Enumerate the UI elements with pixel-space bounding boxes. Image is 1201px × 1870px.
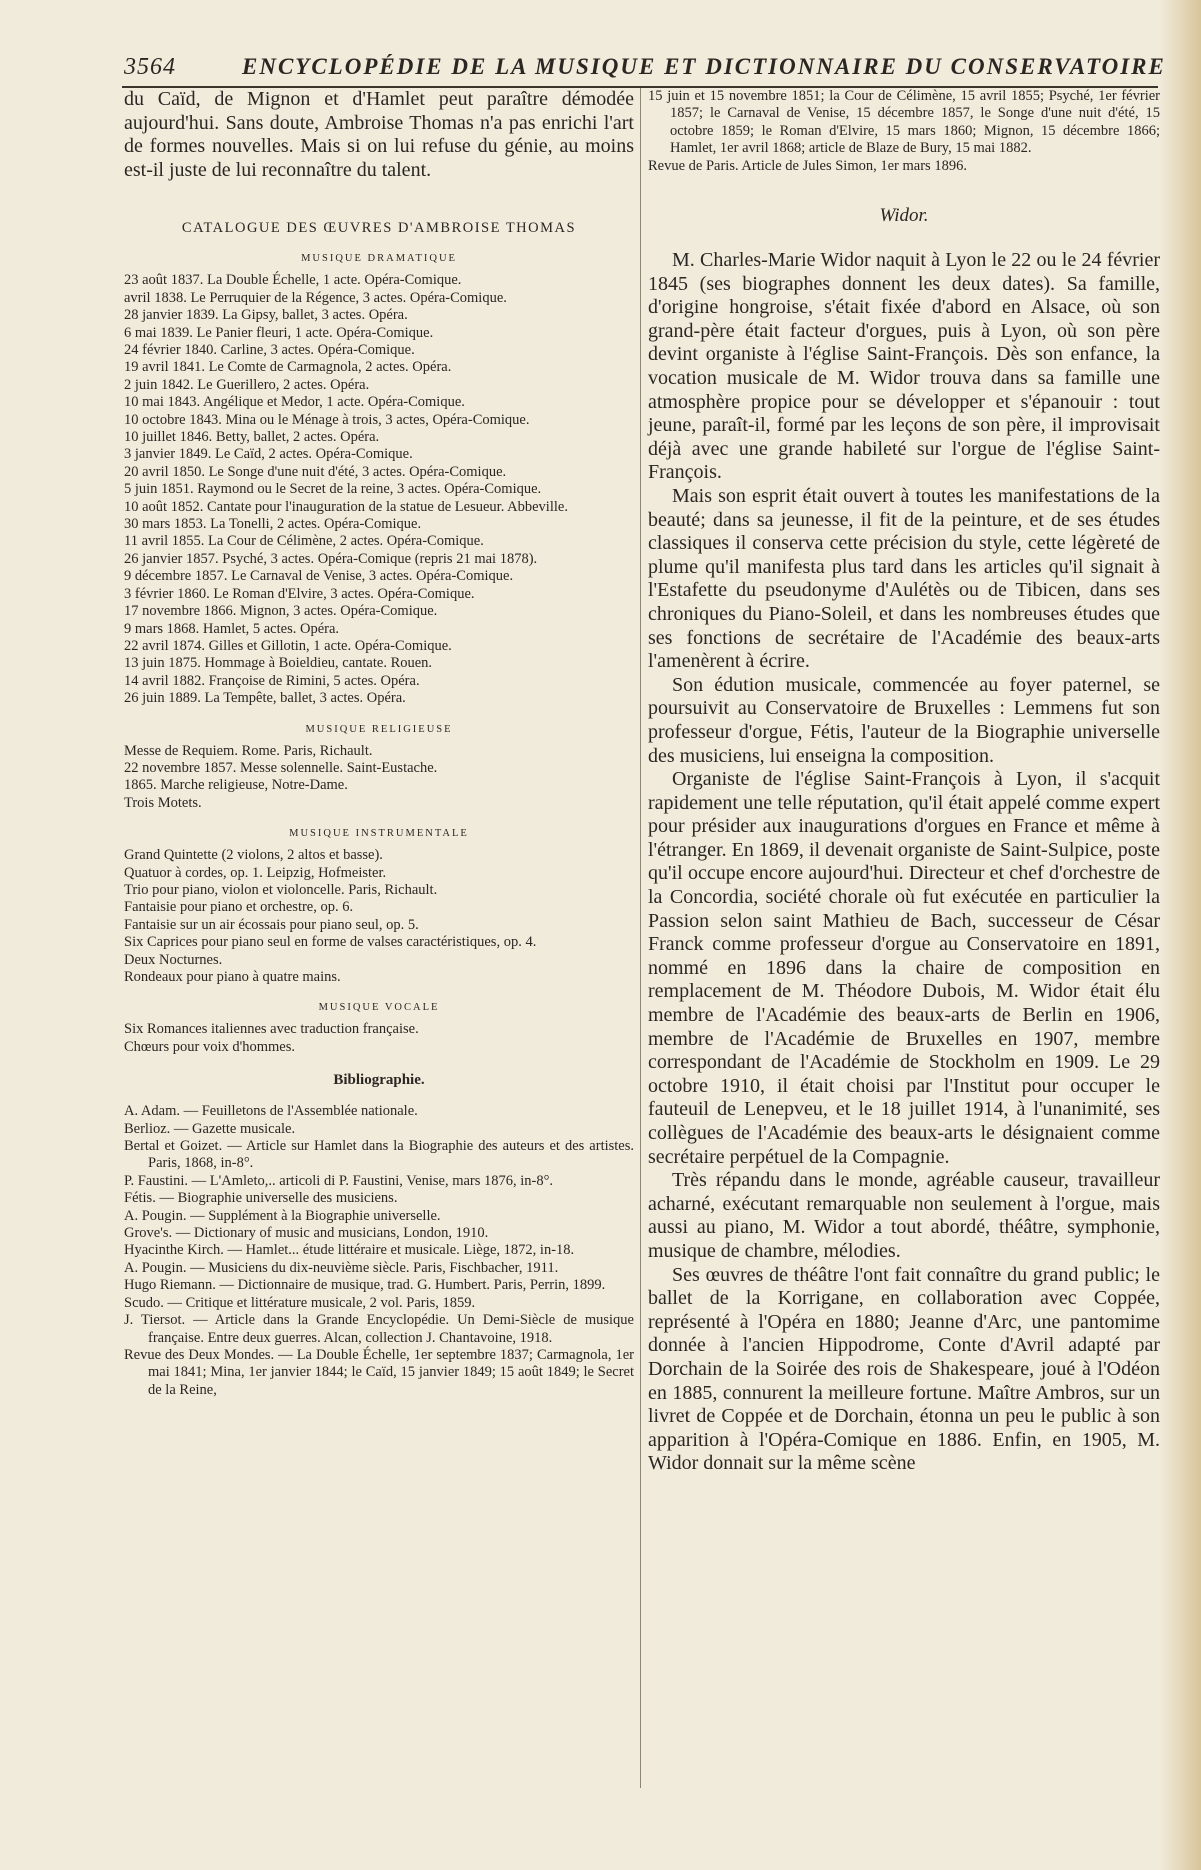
list-item: 6 mai 1839. Le Panier fleuri, 1 acte. Opéra-Comique. bbox=[124, 324, 434, 341]
list-item: avril 1838. Le Perruquier de la Régence, 3 actes. Opéra-Comique. bbox=[124, 289, 507, 306]
list-item: Six Romances italiennes avec traduction française. bbox=[124, 1021, 419, 1038]
bibliography-heading: Bibliographie. bbox=[333, 1072, 425, 1089]
widor-heading: Widor. bbox=[879, 205, 929, 227]
list-item: 10 mai 1843. Angélique et Medor, 1 acte. Opéra-Comique. bbox=[124, 394, 465, 411]
page-number: 3564 bbox=[124, 54, 176, 80]
list-item: 22 avril 1874. Gilles et Gillotin, 1 acte. Opéra-Comique. bbox=[124, 637, 452, 654]
list-item: Messe de Requiem. Rome. Paris, Richault. bbox=[124, 742, 373, 759]
bibliography-entry: Revue des Deux Mondes. — La Double Échelle, 1er septembre 1837; Carmagnola, 1er mai 1841; Mina, 1er janvier 1844; le Caïd, 15 janvier 1849; 15 août 1849; le Secret de la Reine, bbox=[124, 1346, 634, 1398]
list-item: 28 janvier 1839. La Gipsy, ballet, 3 actes. Opéra. bbox=[124, 307, 408, 324]
catalogue-title: CATALOGUE DES ŒUVRES D'AMBROISE THOMAS bbox=[181, 220, 577, 237]
instrumentale-list bbox=[124, 847, 634, 986]
vocale-list bbox=[124, 1021, 634, 1056]
list-item: 22 novembre 1857. Messe solennelle. Saint-Eustache. bbox=[124, 759, 438, 776]
bibliography-entry: A. Pougin. — Supplément à la Biographie universelle. bbox=[124, 1207, 441, 1224]
list-item: 19 avril 1841. Le Comte de Carmagnola, 2 actes. Opéra. bbox=[124, 359, 452, 376]
bibliography-entry: Hyacinthe Kirch. — Hamlet... étude littéraire et musicale. Liège, 1872, in-18. bbox=[124, 1242, 575, 1259]
section-heading-dramatique: MUSIQUE DRAMATIQUE bbox=[301, 253, 457, 265]
page-edge-shadow bbox=[1159, 0, 1201, 1870]
bibliography-entry: J. Tiersot. — Article dans la Grande Encyclopédie. Un Demi-Siècle de musique française. Entre deux guerres. Alcan, collection J. Chantavoine, 1918. bbox=[124, 1312, 634, 1346]
list-item: 9 décembre 1857. Le Carnaval de Venise, 3 actes. Opéra-Comique. bbox=[124, 568, 514, 585]
page-header bbox=[124, 50, 1164, 84]
bibliography-entry: Berlioz. — Gazette musicale. bbox=[124, 1120, 296, 1137]
body-paragraph: M. Charles-Marie Widor naquit à Lyon le 22 ou le 24 février 1845 (ses biographes donnent les deux dates). Sa famille, d'origine hongroise, s'était fixée d'abord en Alsace, où son grand-père était facteur d'orgues, puis à Lyon, où son père devint organiste à l'église Saint-François. Dès son enfance, la vocation musicale de M. Widor trouva dans sa famille une atmosphère propice pour se développer et s'épanouir : tout jeune, paraît-il, formé par les leçons de son père, il improvisait déjà avec une grande habileté sur l'orgue de l'église Saint-François. bbox=[648, 249, 1160, 484]
list-item: 17 novembre 1866. Mignon, 3 actes. Opéra-Comique. bbox=[124, 603, 438, 620]
list-item: 13 juin 1875. Hommage à Boieldieu, cantate. Rouen. bbox=[124, 655, 433, 672]
list-item: Trio pour piano, violon et violoncelle. Paris, Richault. bbox=[124, 881, 438, 898]
bibliography-continuation: 15 juin et 15 novembre 1851; la Cour de Célimène, 15 avril 1855; Psyché, 1er février 1857; le Carnaval de Venise, 15 décembre 1857, le Songe d'une nuit d'été, 15 octobre 1859; le Roman d'Elvire, 15 mars 1860; Mignon, 15 décembre 1866; Hamlet, 1er avril 1868; article de Blaze de Bury, 15 mai 1882. bbox=[648, 88, 1160, 157]
bibliography-list bbox=[124, 1103, 634, 1399]
list-item: 3 janvier 1849. Le Caïd, 2 actes. Opéra-Comique. bbox=[124, 446, 413, 463]
list-item: 3 février 1860. Le Roman d'Elvire, 3 actes. Opéra-Comique. bbox=[124, 585, 475, 602]
list-item: 23 août 1837. La Double Échelle, 1 acte. Opéra-Comique. bbox=[124, 272, 462, 289]
list-item: Fantaisie sur un air écossais pour piano seul, op. 5. bbox=[124, 916, 419, 933]
right-column bbox=[648, 88, 1160, 1476]
section-heading-instrumentale: MUSIQUE INSTRUMENTALE bbox=[289, 828, 469, 840]
religieuse-list bbox=[124, 743, 634, 813]
list-item: Deux Nocturnes. bbox=[124, 951, 223, 968]
bibliography-entry-revue-de-paris: Revue de Paris. Article de Jules Simon, 1er mars 1896. bbox=[648, 157, 967, 174]
list-item: 9 mars 1868. Hamlet, 5 actes. Opéra. bbox=[124, 620, 340, 637]
list-item: 14 avril 1882. Françoise de Rimini, 5 actes. Opéra. bbox=[124, 672, 420, 689]
body-paragraph: Son édution musicale, commencée au foyer paternel, se poursuivit au Conservatoire de Bruxelles : Lemmens fut son professeur d'orgue, Fétis, l'auteur de la Biographie universelle des musiciens, lui enseigna la composition. bbox=[648, 673, 1160, 767]
column-separator bbox=[640, 88, 641, 1788]
list-item: 20 avril 1850. Le Songe d'une nuit d'été, 3 actes. Opéra-Comique. bbox=[124, 463, 507, 480]
list-item: 30 mars 1853. La Tonelli, 2 actes. Opéra-Comique. bbox=[124, 516, 422, 533]
intro-paragraph: du Caïd, de Mignon et d'Hamlet peut paraître démodée aujourd'hui. Sans doute, Ambroise Thomas n'a pas enrichi l'art de formes nouvelles. Mais si on lui refuse du génie, au moins est-il juste de lui reconnaître du talent. bbox=[124, 88, 634, 181]
bibliography-entry: A. Adam. — Feuilletons de l'Assemblée nationale. bbox=[124, 1103, 418, 1120]
left-column bbox=[124, 88, 634, 1399]
list-item: Chœurs pour voix d'hommes. bbox=[124, 1038, 295, 1055]
bibliography-entry: Hugo Riemann. — Dictionnaire de musique, trad. G. Humbert. Paris, Perrin, 1899. bbox=[124, 1277, 606, 1294]
list-item: 10 juillet 1846. Betty, ballet, 2 actes. Opéra. bbox=[124, 429, 380, 446]
body-paragraph: Très répandu dans le monde, agréable causeur, travailleur acharné, exécutant remarquable non seulement à l'orgue, mais aussi au piano, M. Widor a tout abordé, théâtre, symphonie, musique de chambre, mélodies. bbox=[648, 1169, 1160, 1262]
bibliography-entry: Fétis. — Biographie universelle des musiciens. bbox=[124, 1190, 398, 1207]
dramatique-list bbox=[124, 272, 634, 707]
list-item: 10 août 1852. Cantate pour l'inauguration de la statue de Lesueur. Abbeville. bbox=[124, 498, 568, 515]
list-item: 5 juin 1851. Raymond ou le Secret de la reine, 3 actes. Opéra-Comique. bbox=[124, 481, 542, 498]
bibliography-entry: A. Pougin. — Musiciens du dix-neuvième siècle. Paris, Fischbacher, 1911. bbox=[124, 1259, 559, 1276]
list-item: 1865. Marche religieuse, Notre-Dame. bbox=[124, 777, 348, 794]
list-item: Trois Motets. bbox=[124, 794, 202, 811]
bibliography-entry: P. Faustini. — L'Amleto,.. articoli di P. Faustini, Venise, mars 1876, in-8°. bbox=[124, 1172, 554, 1189]
body-paragraph: Mais son esprit était ouvert à toutes les manifestations de la beauté; dans sa jeunesse, il fit de la peinture, et de ses études classiques il conserva cette précision du style, cette légèreté de plume qu'il manifesta plus tard dans les articles qu'il signait à l'Estafette du pseudonyme d'Aulétès ou de Tibicen, dans ses chroniques du Piano-Soleil, et dans les nombreuses études que ses fonctions de secrétaire de l'Académie des beaux-arts l'amenèrent à écrire. bbox=[648, 484, 1160, 673]
body-paragraph: Ses œuvres de théâtre l'ont fait connaître du grand public; le ballet de la Korrigane, en collaboration avec Coppée, représenté à l'Opéra en 1880; Jeanne d'Arc, une pantomime donnée à l'ancien Hippodrome, Conte d'Avril adapté par Dorchain de la Soirée des rois de Shakespeare, joué à l'Odéon en 1885, connurent la meilleure fortune. Maître Ambros, sur un livret de Coppée et de Dorchain, étonna un peu le public à son apparition à l'Opéra-Comique en 1886. Enfin, en 1905, M. Widor donnait sur la même scène bbox=[648, 1263, 1160, 1475]
list-item: Six Caprices pour piano seul en forme de valses caractéristiques, op. 4. bbox=[124, 934, 537, 951]
list-item: Fantaisie pour piano et orchestre, op. 6. bbox=[124, 899, 354, 916]
list-item: Rondeaux pour piano à quatre mains. bbox=[124, 969, 341, 985]
running-head: ENCYCLOPÉDIE DE LA MUSIQUE ET DICTIONNAIRE DU CONSERVATOIRE bbox=[242, 54, 1166, 79]
bibliography-entry: Bertal et Goizet. — Article sur Hamlet dans la Biographie des auteurs et des artistes. Paris, 1868, in-8°. bbox=[124, 1138, 634, 1172]
list-item: 26 janvier 1857. Psyché, 3 actes. Opéra-Comique (repris 21 mai 1878). bbox=[124, 550, 538, 567]
list-item: Quatuor à cordes, op. 1. Leipzig, Hofmeister. bbox=[124, 864, 387, 881]
list-item: 2 juin 1842. Le Guerillero, 2 actes. Opéra. bbox=[124, 376, 370, 393]
list-item: 10 octobre 1843. Mina ou le Ménage à trois, 3 actes, Opéra-Comique. bbox=[124, 411, 530, 428]
section-heading-religieuse: MUSIQUE RELIGIEUSE bbox=[305, 723, 453, 735]
bibliography-entry: Scudo. — Critique et littérature musicale, 2 vol. Paris, 1859. bbox=[124, 1294, 476, 1311]
list-item: 26 juin 1889. La Tempête, ballet, 3 actes. Opéra. bbox=[124, 690, 406, 707]
bibliography-entry: Grove's. — Dictionary of music and musicians, London, 1910. bbox=[124, 1225, 489, 1242]
list-item: 11 avril 1855. La Cour de Célimène, 2 actes. Opéra-Comique. bbox=[124, 533, 484, 550]
list-item: 24 février 1840. Carline, 3 actes. Opéra-Comique. bbox=[124, 342, 415, 358]
section-heading-vocale: MUSIQUE VOCALE bbox=[318, 1002, 440, 1014]
list-item: Grand Quintette (2 violons, 2 altos et basse). bbox=[124, 847, 383, 864]
body-paragraph: Organiste de l'église Saint-François à Lyon, il s'acquit rapidement une telle réputation, qu'il était appelé comme expert pour présider aux inaugurations d'orgues en France et même à l'étranger. En 1869, il devenait organiste de Saint-Sulpice, poste qu'il occupe encore aujourd'hui. Directeur et chef d'orchestre de la Concordia, société chorale où fut exécutée en particulier la Passion selon saint Mathieu de Bach, successeur de César Franck comme professeur d'orgue au Conservatoire en 1891, nommé en 1896 dans la chaire de composition en remplacement de M. Théodore Dubois, M. Widor était élu membre de l'Académie des beaux-arts de Berlin en 1906, membre de l'Académie de Bruxelles en 1907, membre correspondant de l'Académie de Stockholm en 1909. Le 29 octobre 1910, il était choisi par l'Institut pour occuper le fauteuil de Lenepveu, et le 18 juillet 1914, à l'unanimité, ses collègues de l'Académie des beaux-arts le désignaient comme secrétaire perpétuel de la Compagnie. bbox=[648, 768, 1160, 1168]
